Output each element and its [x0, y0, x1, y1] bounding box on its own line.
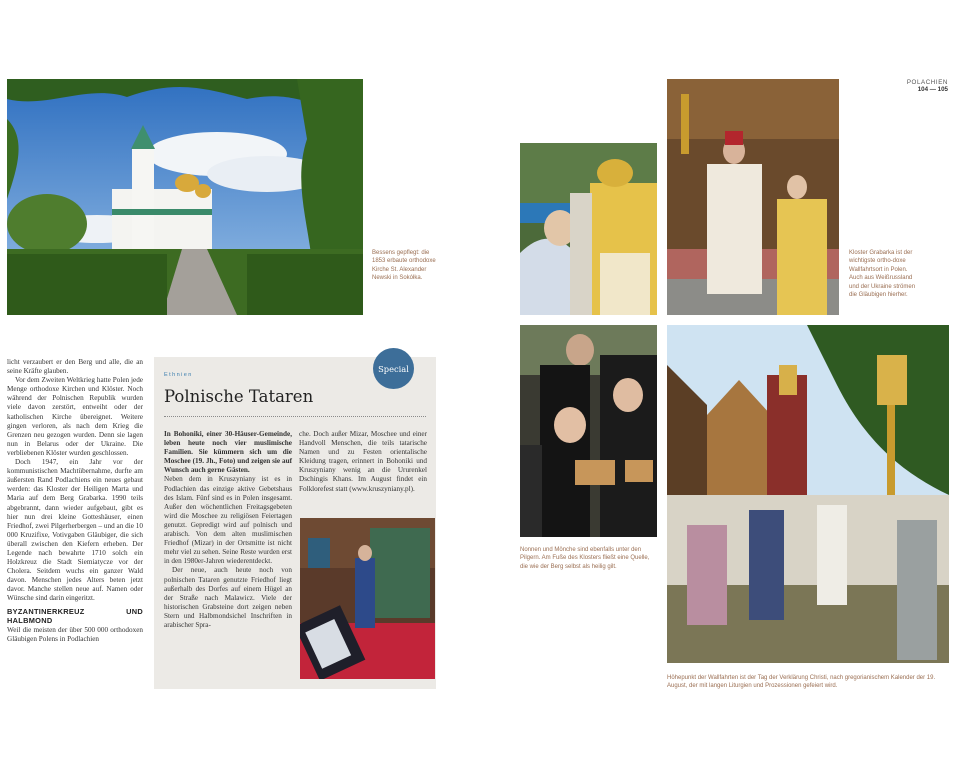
priest-photo	[667, 79, 839, 315]
dotted-divider	[164, 416, 426, 417]
body-paragraph: licht verzaubert er den Berg und alle, die an seine Kräfte glauben.	[7, 358, 143, 376]
procession-photo	[667, 325, 949, 663]
caption-church: Bessens gepflegt: die 1853 erbaute orthodoxe Kirche St. Alexander Newski in Sokółka.	[372, 250, 436, 282]
box-title: Polnische Tataren	[164, 387, 314, 406]
box-paragraph: Der neue, auch heute noch von polnischen Tataren genutzte Friedhof liegt außerhalb des Dorfes auf einem Hügel an der Straße nach Malawicz. Viele der historischen Grabsteine dort zeigen neben Stern und Halbmondsichel Inschriften in arabischer Spra-	[164, 566, 292, 629]
mosque-photo	[300, 518, 435, 679]
page-numbers: 104 — 105	[917, 86, 948, 93]
body-column-left	[7, 358, 143, 644]
section-title: POLACHIEN	[906, 79, 948, 86]
caption-nuns: Nonnen und Mönche sind ebenfalls unter den Pilgern. Am Fuße des Klosters fließt eine Quelle, die wie der Berg selbst als heilig gilt.	[520, 547, 650, 570]
body-paragraph: Doch 1947, ein Jahr vor der kommunistischen Machtübernahme, durfte am äußersten Rand Podlachiens ein neues gebaut werden: das Kloster der Heiligen Marta und Maria auf dem Berg Grabarka. 1990 teils abgebrannt, dann wieder aufgebaut, gibt es hier nun drei kleine Gotteshäuser, einen Friedhof, zwei Pilgerherbergen – und an die 10 000 Kruzifixe, Votivgaben Gläubiger, die sich überall zwischen den Kiefern erheben. Der Legende nach bewahrte 1710 solch ein Holzkreuz die Stadt Siemiatycze vor der Cholera. Seitdem wuchs ein ganzer Wald davon. Menschen jedes Alters beten jetzt davor. Manche stellen neue auf. Namen oder Wünsche sind darin eingeritzt.	[7, 458, 143, 603]
box-lead: In Bohoniki, einer 30-Häuser-Gemeinde, leben heute noch vier muslimische Familien. Sie kümmern sich um die Moschee (19. Jh., Foto) und zeigen sie auf Wunsch auch gerne Gästen.	[164, 430, 292, 475]
nuns-photo	[520, 325, 657, 537]
badge-label: Special	[378, 363, 409, 374]
box-column-left	[164, 430, 292, 630]
box-kicker: Ethnien	[164, 372, 193, 378]
special-badge	[373, 348, 414, 389]
body-paragraph: Vor dem Zweiten Weltkrieg hatte Polen jede Menge orthodoxe Kirchen und Klöster. Noch während der Polnischen Republik wurden viele davon zerstört, entweiht oder der katholischen Kirche übereignet. Weitere gingen verloren, als nach dem Krieg die Grenzen neu gezogen wurden. Denn sie lagen nun in Belarus oder der Ukraine. Die verbliebenen Klöster wurden geschlossen.	[7, 376, 143, 457]
page-header	[907, 79, 948, 93]
caption-procession: Höhepunkt der Wallfahrten ist der Tag der Verklärung Christi, nach gregorianischem Kalender der 19. August, der mit langen Liturgien und Prozessionen gefeiert wird.	[667, 675, 936, 690]
body-paragraph: Weil die meisten der über 500 000 orthodoxen Gläubigen Polens in Podlachien	[7, 625, 143, 643]
pilgrims-photo	[520, 143, 657, 315]
special-box	[154, 357, 436, 689]
caption-grabarka: Kloster Grabarka ist der wichtigste ortho-doxe Wallfahrtsort in Polen. Auch aus Weißrussland und der Ukraine strömen die Gläubigen hierher.	[849, 250, 916, 299]
church-photo	[7, 79, 363, 315]
box-paragraph: che. Doch außer Mizar, Moschee und einer Handvoll Menschen, die teils tatarische Namen und zu Festen orientalische Kleidung tragen, erinnert in Bohoniki und Kruszyniany wenig an die Ururenkel Dschingis Khans. Im August findet ein Folklorefest statt (www.kruszyniany.pl).	[299, 430, 427, 493]
box-paragraph: Neben dem in Kruszyniany ist es in Podlachien das einzige aktive Gebetshaus des Islam. Fünf sind es in Polen insgesamt. Außer den wöchentlichen Freitagsgebeten wird die Moschee zu religiösen Feiertagen genutzt. Gepredigt wird auf polnisch und arabisch. Von dem alten muslimischen Friedhof (Mizar) in der Ortsmitte ist nicht mehr viel zu sehen. Seine Reste wurden erst in den 1980er-Jahren wiederentdeckt.	[164, 475, 292, 566]
box-column-right	[299, 430, 427, 494]
subheading: BYZANTINERKREUZ UND HALBMOND	[7, 606, 143, 625]
